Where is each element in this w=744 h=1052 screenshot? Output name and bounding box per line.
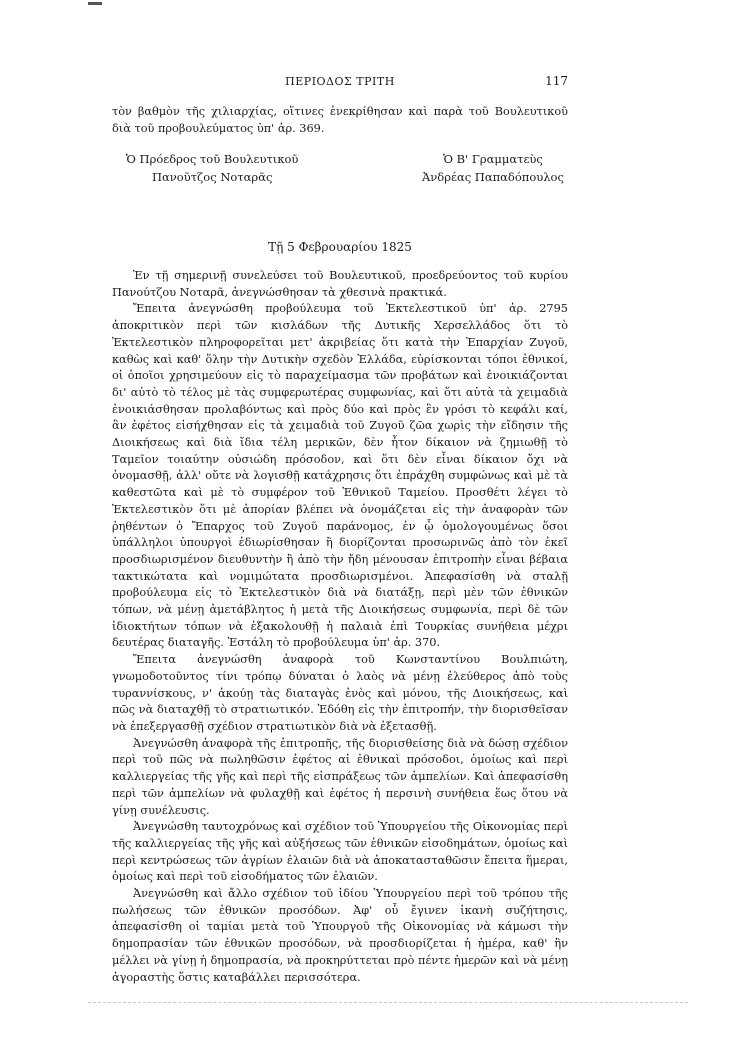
secretary-signature [422,150,564,186]
session-date-heading: Τῇ 5 Φεβρουαρίου 1825 [268,240,412,254]
secretary-title: Ὁ Β' Γραμματεὺς [443,152,543,166]
page-header [112,74,568,90]
running-head: ΠΕΡΙΟΔΟΣ ΤΡΙΤΗ [285,75,395,88]
minutes-paragraph: Ἐν τῇ σημερινῇ συνελεύσει τοῦ Βουλευτικοῦ, προεδρεύοντος τοῦ κυρίου Πανούτζου Νοταρᾶ, ἀνεγνώσθησαν τὰ χθεσινὰ πρακτικά. [112,269,568,299]
minutes-paragraph: Ἀνεγνώσθη ταυτοχρόνως καὶ σχέδιον τοῦ Ὑπουργείου τῆς Οἰκονομίας περὶ τῆς καλλιεργείας τῆς γῆς καὶ αὐξήσεως τῶν ἐθνικῶν εἰσοδημάτων, ὁμοίως καὶ περὶ κεντρώσεως τῶν ἀγρίων ἐλαιῶν διὰ νὰ ἀποκατασταθῶσιν ἔπειτα ἥμεραι, ὁμοίως καὶ περὶ τοῦ εἰσοδήματος τῶν ἐλαιῶν. [112,820,568,884]
scan-bottom-line [88,1002,688,1003]
president-title: Ὁ Πρόεδρος τοῦ Βουλευτικοῦ [126,152,299,166]
signatures-block [112,150,568,190]
intro-paragraph: τὸν βαθμὸν τῆς χιλιαρχίας, οἵτινες ἐνεκρίθησαν καὶ παρὰ τοῦ Βουλευτικοῦ διὰ τοῦ προβουλεύματος ὑπ' ἀρ. 369. [112,105,568,135]
page-number: 117 [545,74,568,88]
minutes-paragraph: Ἀνεγνώσθη καὶ ἄλλο σχέδιον τοῦ ἰδίου Ὑπουργείου περὶ τοῦ τρόπου τῆς πωλήσεως τῶν ἐθνικῶν προσόδων. Ἀφ' οὗ ἔγινεν ἱκανὴ συζήτησις, ἀπεφασίσθη οἱ ταμίαι μετὰ τοῦ Ὑπουργοῦ τῆς Οἰκονομίας νὰ κάμωσι τὴν δημοπρασίαν τῶν ἐθνικῶν προσόδων, νὰ προσδιορίζεται ἡ ἡμέρα, καθ' ἣν μέλλει νὰ γίνῃ ἡ δημοπρασία, νὰ προκηρύττεται πρὸ πέντε ἡμερῶν καὶ νὰ μένῃ ἀγοραστὴς ὅστις καταβάλλει περισσότερα. [112,887,568,984]
minutes-body [112,268,568,986]
secretary-name: Ἀνδρέας Παπαδόπουλος [422,170,564,184]
president-signature [126,150,298,186]
intro-text-block [112,104,568,137]
minutes-paragraph: Ἀνεγνώσθη ἀναφορὰ τῆς ἐπιτροπῆς, τῆς διορισθείσης διὰ νὰ δώσῃ σχέδιον περὶ τοῦ πῶς νὰ πωληθῶσιν ἐφέτος αἱ ἐθνικαὶ πρόσοδοι, ὁμοίως καὶ περὶ καλλιεργείας τῆς γῆς καὶ περὶ τῆς εἰσπράξεως τῶν ἀμπελίων. Καὶ ἀπεφασίσθη περὶ τῶν ἀμπελίων νὰ φυλαχθῇ καὶ ἐφέτος ἡ περσινὴ συνήθεια ἕως ὅτου νὰ γίνῃ συνέλευσις. [112,736,568,817]
minutes-paragraph: Ἔπειτα ἀνεγνώσθη προβούλευμα τοῦ Ἐκτελεστικοῦ ὑπ' ἀρ. 2795 ἀποκριτικὸν περὶ τῶν κισλάδων τῆς Δυτικῆς Χερσελλάδος ὅτι τὸ Ἐκτελεστικὸν πληροφορεῖται μετ' ἀκριβείας ὅτι κατὰ τὴν Ἐπαρχίαν Ζυγοῦ, καθὼς καὶ καθ' ὅλην τὴν Δυτικὴν σχεδὸν Ἑλλάδα, εὑρίσκονται τόποι ἐθνικοί, οἱ ὁποῖοι χρησιμεύουν εἰς τὸ παραχείμασμα τῶν προβάτων καὶ ἐνοικιάζονται δι' αὐτὸ τὸ τέλος μὲ τὰς συμφερωτέρας συμφωνίας, καὶ ὅτι αὐτὰ τὰ χειμαδιὰ ἐνοικιάσθησαν προλαβόντως καὶ πρὸς δύο καὶ πρὸς ἓν γρόσι τὸ κεφάλι καί, ἂν ἐφέτος εἰσήχθησαν εἰς τὰ χειμαδιὰ τοῦ Ζυγοῦ ζῶα χωρὶς τὴν εἴδησιν τῆς Διοικήσεως καὶ διὰ ἴδια τέλη μερικῶν, δὲν ἦτον δίκαιον νὰ ζημιωθῇ τὸ Ταμεῖον τοιαύτην οὐσιώδη πρόσοδον, καὶ ὅτι δὲν εἶναι δίκαιον ὄχι νὰ ὀνομασθῇ, ἀλλ' οὔτε νὰ λογισθῇ κατάχρησις ὅτι ἐπράχθη συμφώνως καὶ μὲ τὰ καθεστῶτα καὶ μὲ τὸ συμφέρον τοῦ Ἐθνικοῦ Ταμείου. Προσθέτι λέγει τὸ Ἐκτελεστικὸν ὅτι μὲ ἀπορίαν βλέπει νὰ ὀνομάζεται εἰς τὴν ἀναφορὰν τῶν ῥηθέντων ὁ Ἔπαρχος τοῦ Ζυγοῦ παράνομος, ἐν ᾧ ὁμολογουμένως ὅσοι ὑπάλληλοι ὑπουργοὶ ἐδιωρίσθησαν ἢ διορίζονται προσωρινῶς ἀπὸ τὸν ἐκεῖ προσδιωρισμένον διευθυντὴν ἢ ἀπὸ τὴν ἤδη μένουσαν ἐπιτροπὴν εἶναι βέβαια τακτικώτατα καὶ νομιμώτατα προσδιωρισμένοι. Ἀπεφασίσθη νὰ σταλῇ προβούλευμα εἰς τὸ Ἐκτελεστικὸν διὰ νὰ διατάξῃ, περὶ μὲν τῶν ἐθνικῶν τόπων, νὰ μένῃ ἀμετάβλητος ἡ μετὰ τῆς Διοικήσεως συμφωνία, περὶ δὲ τῶν ἰδιοκτήτων τόπων νὰ ἐξακολουθῇ ἡ παλαιὰ ἐπὶ Τουρκίας συνήθεια μέχρι δευτέρας διαταγῆς. Ἐστάλη τὸ προβούλευμα ὑπ' ἀρ. 370. [112,302,568,650]
corner-scan-mark [88,2,102,5]
president-name: Πανοῦτζος Νοταρᾶς [152,170,273,184]
minutes-paragraph: Ἔπειτα ἀνεγνώσθη ἀναφορὰ τοῦ Κωνσταντίνου Βουλπιώτη, γνωμοδοτοῦντος τίνι τρόπῳ δύναται ὁ λαὸς νὰ μένῃ ἐλεύθερος ἀπὸ τοὺς τυραννίσκους, ν' ἀκούῃ τὰς διαταγὰς ἑνὸς καὶ μόνου, τῆς Διοικήσεως, καὶ πῶς νὰ διαταχθῇ τὸ στρατιωτικόν. Ἐδόθη εἰς τὴν ἐπιτροπήν, τὴν διορισθεῖσαν νὰ ἐπεξεργασθῇ σχέδιον στρατιωτικὸν διὰ νὰ ἐξετασθῇ. [112,653,568,733]
